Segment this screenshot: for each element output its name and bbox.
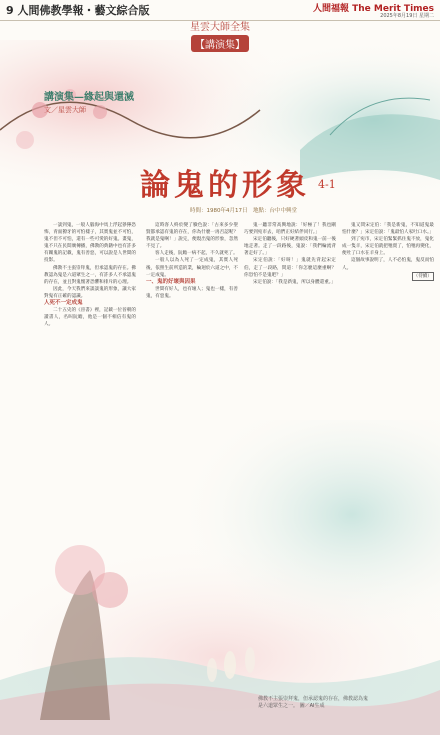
paragraph: 因此，今天我們來談談鬼的形象，讓大家對鬼有正確的認識。 [44,286,136,299]
series-volume: 【講演集】 [191,35,249,52]
byline: 文／星雲大師 [44,106,86,114]
paragraph: 到了宛市，宋定伯緊緊抓住鬼不放，鬼化成一隻羊，宋定伯就把牠賣了，怕牠再變化，便吐了口水在羊身上。 [342,237,434,257]
paragraph: 二十五史的《晉書》裡，記載一位晉朝的讀書人，名叫阮瞻，他是一個不相信有鬼的人。 [44,308,136,328]
paragraph: 世間有好人，也有壞人；鬼也一樣，有善鬼，有惡鬼。 [146,286,238,299]
series-banner [170,18,270,52]
paragraph: 佛教不主張崇拜鬼，但承認鬼的存在。佛教認為鬼是六道眾生之一，有許多人不承認鬼的存在，並且對鬼懷著恐懼和排斥的心理。 [44,265,136,285]
part-number: 4-1 [318,178,336,191]
paragraph: 這時客人終於變了臉色說：「古來多少聖賢都承認有鬼的存在，你為什麼一再否認呢？我就是鬼啊！」說完，便現出鬼的形象，忽然不見了。 [146,223,238,250]
paragraph: 客人走後，阮瞻一病不起，不久就死了。 [155,251,238,257]
subheading: 人死不一定成鬼 [44,300,83,307]
article-title: 論鬼的形象 [140,168,310,203]
paragraph: 一般人以為人死了一定成鬼，其實人死後，依照生前所造的業，輪迴於六道之中，不一定成鬼。 [146,258,238,278]
page-section-title: 9 人間佛教學報・藝文綜合版 [6,4,150,17]
column-title: 講演集—緣起與還滅 [44,92,134,103]
series-name: 星雲大師全集 [190,22,250,33]
image-caption: 佛教不主張崇拜鬼，但承認鬼的存在，佛教認為鬼是六道眾生之一。 圖／AI生成 [258,696,369,709]
to-be-continued: （待續） [412,272,434,281]
paragraph: 宋定伯說：「我是新鬼，所以身體還重。」 [253,279,336,285]
paragraph: 一談到鬼，一般人腦海中馬上浮起猙獰恐怖，青面獠牙的可怕樣子，其實鬼並不可怕，鬼不但不可怕，還有一些可愛的好鬼。畫鬼，鬼不只在民間廣傳播，佛教的典籍中也有許多有關鬼的記載，鬼有善惡，可以說是人世間的投影。 [44,223,136,264]
paragraph: 宋定伯聽後，只好硬著頭皮和鬼一前一後地走著。走了一段路後，鬼說：「我們輪流背著走好了。」 [244,237,336,257]
article-meta: 時間：1980年4月17日 地點：台中中興堂 [190,208,297,214]
subheading: 一、鬼的好壞與因果 [146,278,196,285]
column-tag [44,88,134,115]
newspaper-logo: 人間福報 The Merit Times [313,4,434,14]
paragraph: 鬼又問宋定伯：「我是新鬼，不知道鬼最怕什麼？」宋定伯說：「鬼最怕人家吐口水。」 [342,223,434,236]
paragraph: 鬼一聽非常高興地說：「好極了！我也剛巧要到宛市去，咱們正好結伴同行。」 [244,223,336,236]
article-column-2 [146,222,238,422]
paragraph: 這個故事說明了，人不必怕鬼，鬼反而怕人。 [342,258,434,271]
paragraph: 宋定伯說：「好呀！」鬼就先背起宋定伯，走了一段路，問道：「你怎麼這麼重啊？你恐怕不是鬼吧？」 [244,258,336,278]
bottom-illustration [0,420,440,735]
issue-date: 2025年8月19日 星期二 [380,13,434,19]
